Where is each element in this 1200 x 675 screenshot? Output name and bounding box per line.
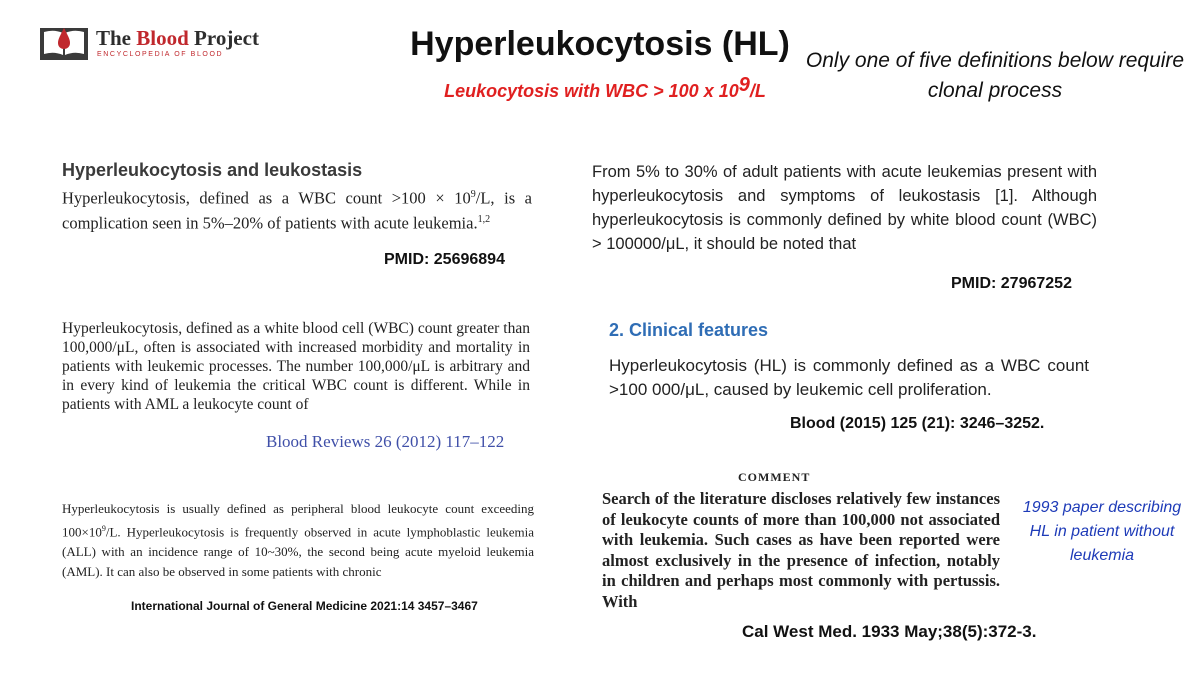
excerpt-2-citation: PMID: 27967252 <box>951 275 1072 292</box>
excerpt-4-heading: 2. Clinical features <box>609 320 769 340</box>
logo-title: The Blood Project <box>96 26 259 50</box>
excerpt-1-citation: PMID: 25696894 <box>384 251 505 268</box>
page-title: Hyperleukocytosis (HL) <box>410 25 790 63</box>
excerpt-1-text: Hyperleukocytosis, defined as a WBC count $>100 \times 10^9/L$, is a complication seen in 5%–20% of patients with acute leukemia.$^{1,2}$ <box>62 188 533 232</box>
excerpt-6-text: Search of the literature discloses relatively few instances of leukocyte counts of more than 100,000 not associated with leukemia. Such cases as have been reported were almost exclusively in the presence of infection, notably in children and perhaps most commonly with pertussis. With <box>602 489 1000 611</box>
excerpt-2-text: From 5% to 30% of adult patients with acute leukemias present with hyperleukocytosis and symptoms of leukostasis [1]. Although hyperleukocytosis is commonly defined by white blood count (WBC) > 100000/μL, it should be noted that <box>592 163 1097 253</box>
excerpt-5-text: Hyperleukocytosis is usually defined as peripheral blood leukocyte count exceeding $100\times 10^9/L$. Hyperleukocytosis is frequently observed in acute lymphoblastic leukemia (ALL) with an incidence range of 10~30%, the second being acute myeloid leukemia (AML). It can also be observed in some patients with chronic <box>62 501 534 580</box>
excerpt-4-text: Hyperleukocytosis (HL) is commonly defined as a WBC count >100 000/μL, caused by leukemic cell proliferation. <box>609 356 1089 399</box>
excerpt-6-heading: COMMENT <box>738 470 811 484</box>
page-subtitle: Leukocytosis with WBC > 100 x $10^9/L$ <box>444 74 766 101</box>
excerpt-5-citation: International Journal of General Medicine 2021:14 3457–3467 <box>131 599 478 613</box>
excerpt-1-heading: Hyperleukocytosis and leukostasis <box>62 160 363 180</box>
logo <box>40 24 280 64</box>
excerpt-4-citation: Blood (2015) 125 (21): 3246–3252. <box>790 415 1045 432</box>
logo-subtitle: ENCYCLOPEDIA OF BLOOD <box>97 51 224 58</box>
excerpt-3-citation: Blood Reviews 26 (2012) 117–122 <box>266 432 505 451</box>
header-note: Only one of five definitions below require clonal process <box>805 49 1185 102</box>
excerpt-3-text: Hyperleukocytosis, defined as a white blood cell (WBC) count greater than 100,000/μL, often is associated with increased morbidity and mortality in patients with leukemic processes. The number 100,000/μL is arbitrary and in every kind of leukemia the critical WBC count is different. While in patients with AML a leukocyte count of <box>62 320 530 413</box>
excerpt-6-citation: Cal West Med. 1933 May;38(5):372-3. <box>742 622 1037 641</box>
open-book-blood-drop-icon <box>40 24 88 60</box>
excerpt-6-side-note: 1993 paper describing HL in patient without leukemia <box>1022 499 1182 564</box>
